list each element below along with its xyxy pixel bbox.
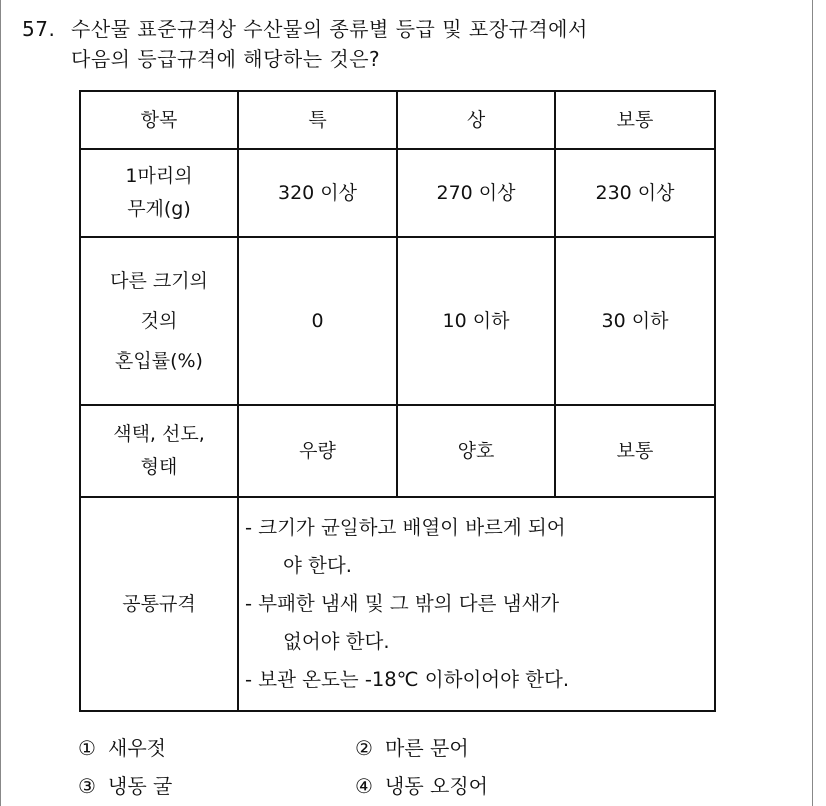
header-item: 항목	[80, 91, 238, 149]
header-special: 특	[238, 91, 397, 149]
question	[22, 14, 588, 74]
mix-label-line: 다른 크기의	[110, 270, 208, 292]
header-normal: 보통	[555, 91, 715, 149]
question-line-1	[22, 14, 588, 44]
color-label	[80, 405, 238, 497]
grade-table	[79, 90, 716, 712]
answer-mark: ①	[78, 736, 96, 760]
table-row-weight	[80, 149, 715, 237]
answer-choice-3[interactable]	[78, 768, 172, 804]
weight-normal: 230 이상	[555, 149, 715, 237]
mix-special: 0	[238, 237, 397, 405]
table-row-color	[80, 405, 715, 497]
answer-text: 냉동 오징어	[385, 774, 488, 798]
mix-label-line: 혼입률(%)	[115, 350, 203, 372]
answer-choice-2[interactable]	[355, 730, 469, 766]
question-text-1: 수산물 표준규격상 수산물의 종류별 등급 및 포장규격에서	[71, 17, 588, 41]
table-row-mix	[80, 237, 715, 405]
weight-label	[80, 149, 238, 237]
weight-special: 320 이상	[238, 149, 397, 237]
question-text-2: 다음의 등급규격에 해당하는 것은?	[71, 47, 381, 71]
color-special: 우량	[238, 405, 397, 497]
color-normal: 보통	[555, 405, 715, 497]
answer-choice-4[interactable]	[355, 768, 488, 804]
mix-upper: 10 이하	[397, 237, 555, 405]
common-line: - 크기가 균일하고 배열이 바르게 되어	[245, 516, 566, 539]
color-upper: 양호	[397, 405, 555, 497]
answer-mark: ④	[355, 774, 373, 798]
common-line: - 보관 온도는 -18℃ 이하이어야 한다.	[245, 668, 570, 691]
answer-choice-1[interactable]	[78, 730, 166, 766]
common-spec	[238, 497, 715, 711]
weight-label-line: 무게(g)	[127, 198, 191, 220]
common-label: 공통규격	[80, 497, 238, 711]
header-upper: 상	[397, 91, 555, 149]
answer-mark: ②	[355, 736, 373, 760]
mix-label-line: 것의	[140, 310, 178, 332]
common-line: 없어야 한다.	[283, 630, 390, 653]
answer-text: 마른 문어	[385, 736, 469, 760]
mix-normal: 30 이하	[555, 237, 715, 405]
table-header-row	[80, 91, 715, 149]
answer-text: 새우젓	[108, 736, 166, 760]
question-number: 57.	[22, 17, 56, 41]
weight-label-line: 1마리의	[125, 165, 193, 187]
color-label-line: 색택, 선도,	[113, 423, 205, 445]
mix-label	[80, 237, 238, 405]
table-row-common	[80, 497, 715, 711]
weight-upper: 270 이상	[397, 149, 555, 237]
answer-text: 냉동 굴	[108, 774, 173, 798]
answer-mark: ③	[78, 774, 96, 798]
common-line: 야 한다.	[283, 554, 352, 577]
common-line: - 부패한 냄새 및 그 밖의 다른 냄새가	[245, 592, 560, 615]
color-label-line: 형태	[140, 456, 178, 478]
